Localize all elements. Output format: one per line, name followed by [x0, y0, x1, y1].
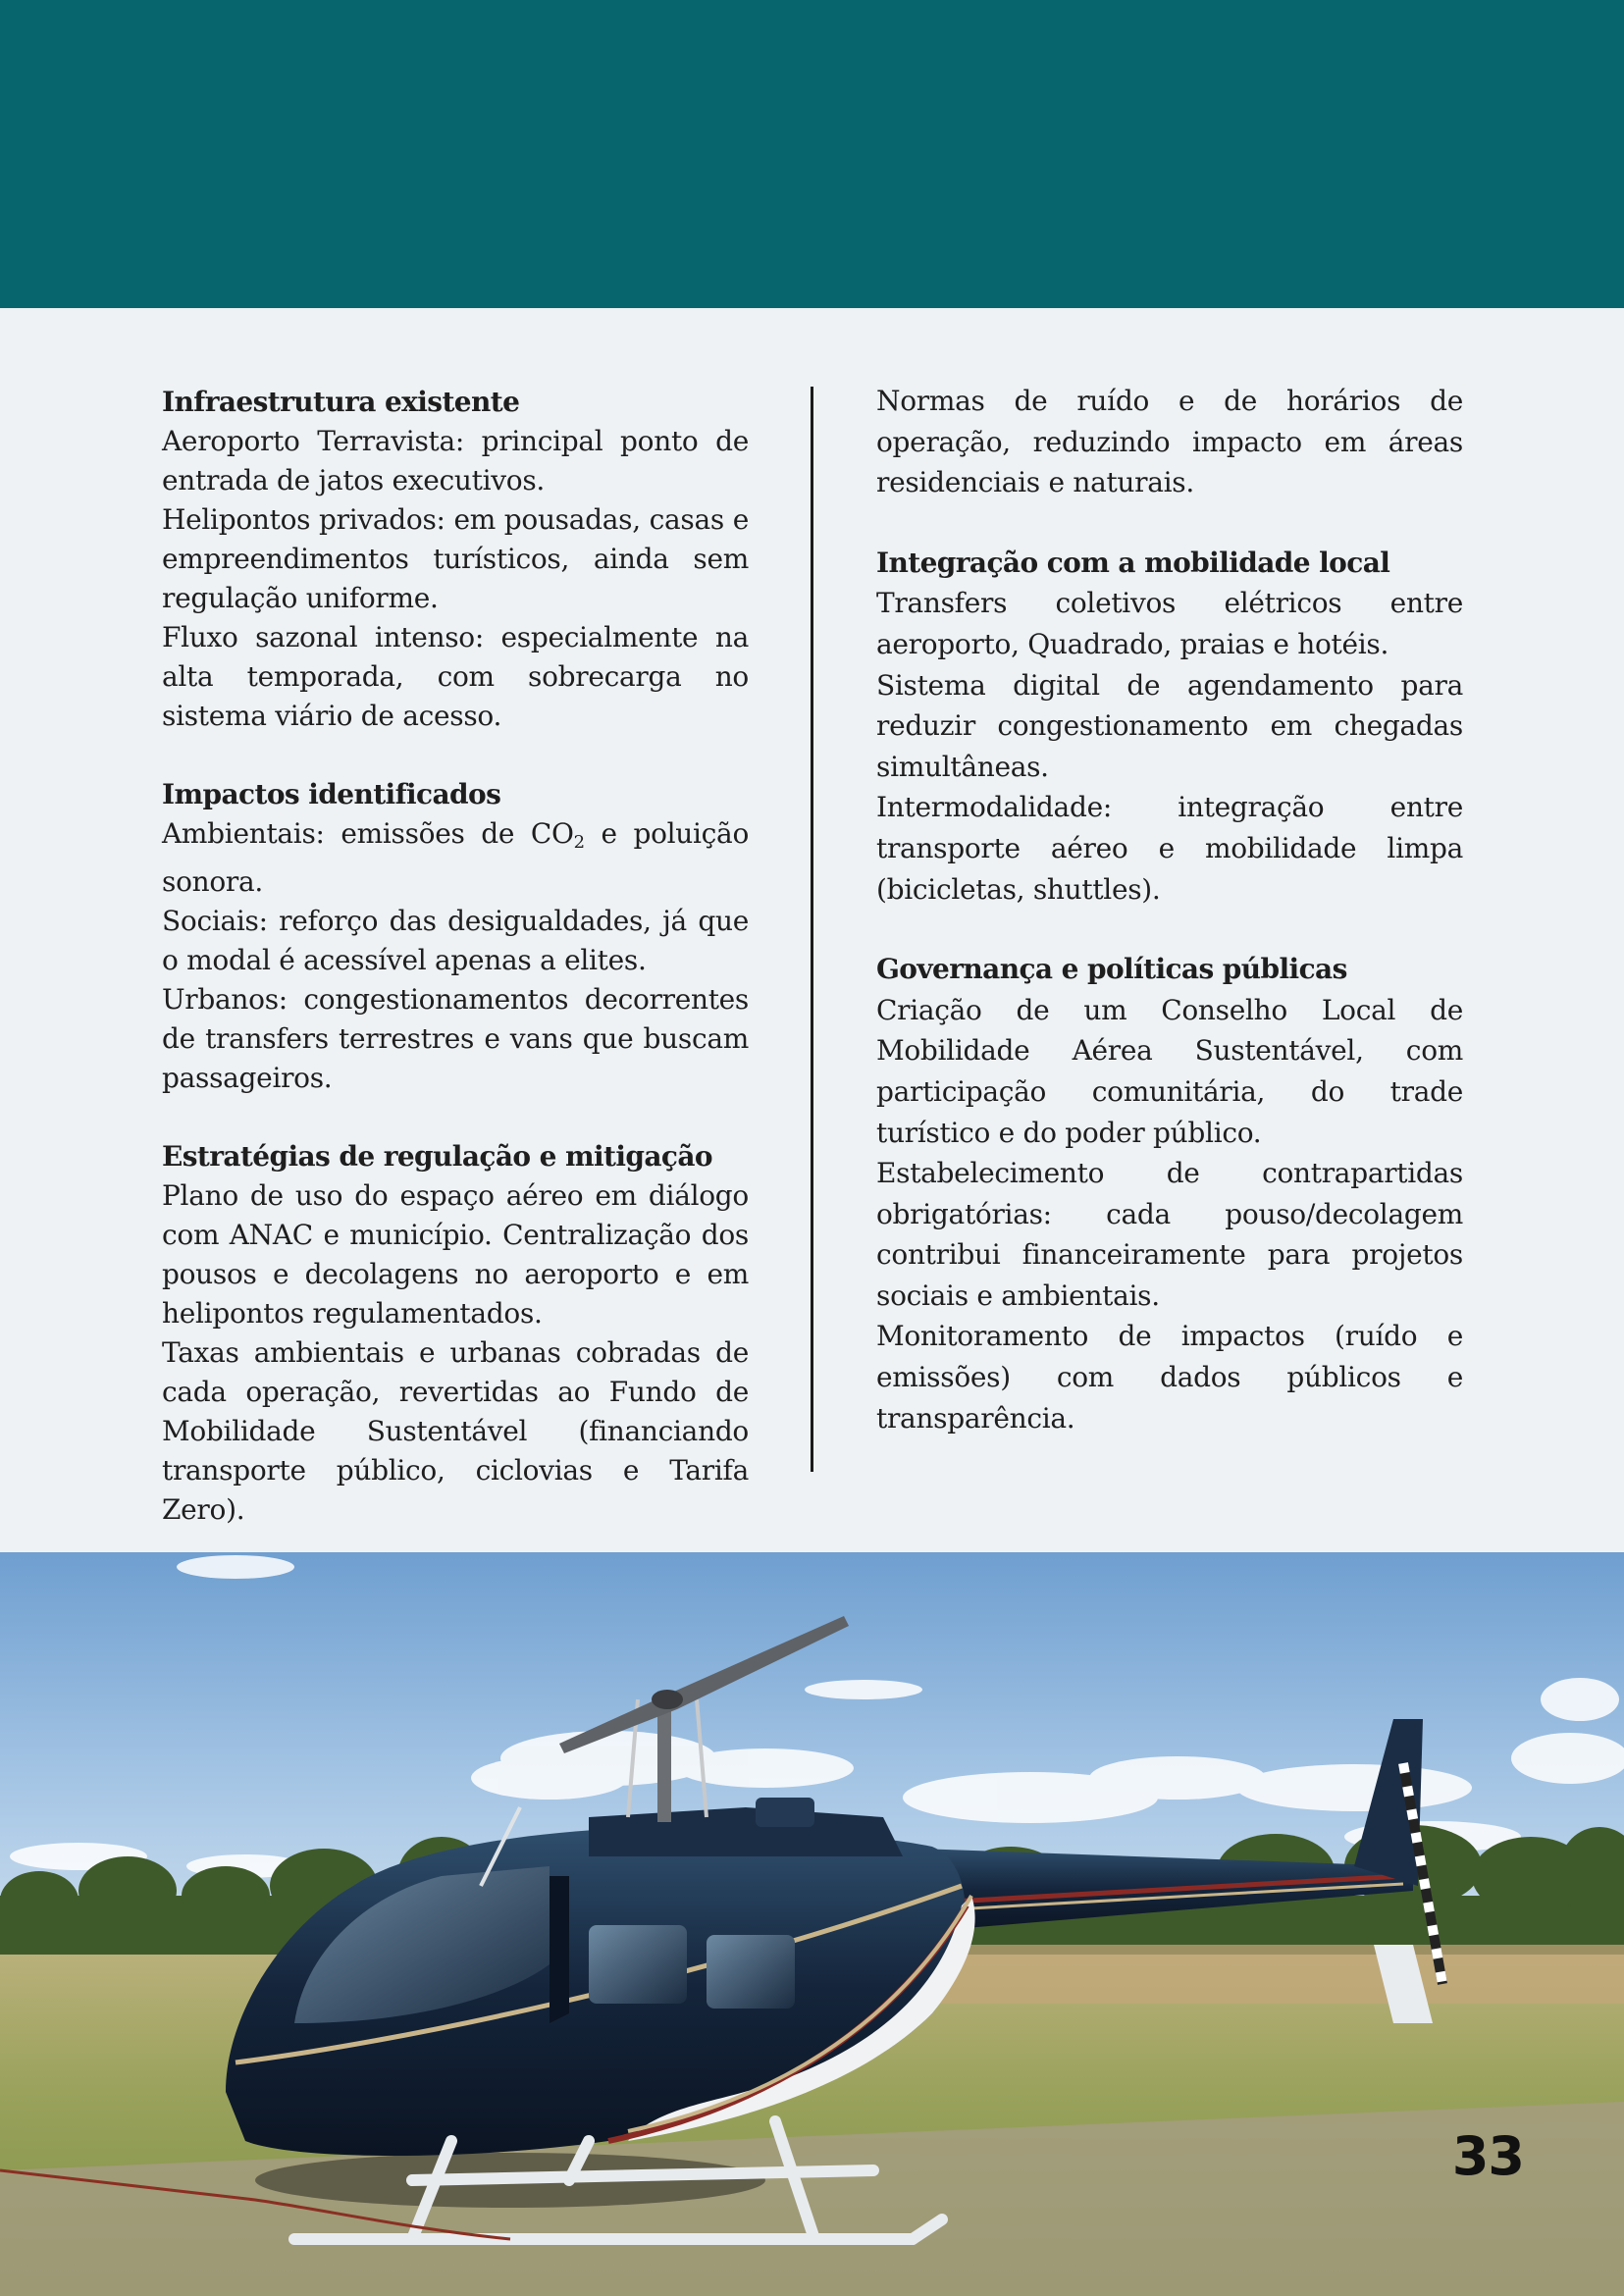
side-window — [589, 1925, 687, 2004]
section-impactos — [162, 775, 749, 1098]
paragraph: Fluxo sazonal intenso: especialmente na alta temporada, com sobrecarga no sistema viário de acesso. — [162, 621, 749, 732]
paragraph: Estabelecimento de contrapartidas obrigatórias: cada pouso/decolagem contribui financeiramente para projetos sociais e ambientais. — [876, 1157, 1463, 1312]
co2-subscript: 2 — [573, 832, 585, 853]
section-title: Infraestrutura existente — [162, 386, 520, 418]
right-column — [876, 381, 1463, 1478]
section-title: Integração com a mobilidade local — [876, 546, 1390, 579]
header-band — [0, 0, 1624, 308]
paragraph: Criação de um Conselho Local de Mobilidade Aérea Sustentável, com participação comunitária, do trade turístico e do poder público. — [876, 993, 1463, 1149]
paragraph: Plano de uso do espaço aéreo em diálogo com ANAC e município. Centralização dos pousos e decolagens no aeroporto e em helipontos regulamentados. — [162, 1179, 749, 1330]
paragraph: Normas de ruído e de horários de operação, reduzindo impacto em áreas residenciais e naturais. — [876, 385, 1463, 499]
section-title: Governança e políticas públicas — [876, 953, 1347, 986]
paragraph: Urbanos: congestionamentos decorrentes de transfers terrestres e vans que buscam passageiros. — [162, 983, 749, 1094]
paragraph-co2 — [162, 814, 749, 902]
paragraph: Sistema digital de agendamento para reduzir congestionamento em chegadas simultâneas. — [876, 668, 1463, 783]
rotor-mast — [657, 1699, 671, 1822]
section-estrategias — [162, 1137, 749, 1530]
paragraph: Helipontos privados: em pousadas, casas e empreendimentos turísticos, ainda sem regulação uniforme. — [162, 503, 749, 614]
paragraph: Transfers coletivos elétricos entre aeroporto, Quadrado, praias e hotéis. — [876, 587, 1463, 660]
section-normas — [876, 381, 1463, 503]
section-integracao — [876, 543, 1463, 910]
column-divider — [811, 387, 813, 1472]
section-title: Estratégias de regulação e mitigação — [162, 1140, 712, 1173]
section-governanca — [876, 949, 1463, 1438]
paragraph: Monitoramento de impactos (ruído e emissões) com dados públicos e transparência. — [876, 1320, 1463, 1435]
co2-text-after: e poluição sonora. — [162, 817, 749, 898]
helicopter-photo — [0, 1552, 1624, 2296]
dry-grass — [932, 1945, 1624, 2004]
section-infraestrutura — [162, 383, 749, 736]
co2-text-before: Ambientais: emissões de CO — [162, 817, 574, 850]
section-title: Impactos identificados — [162, 778, 501, 810]
helicopter-illustration — [0, 1552, 1624, 2296]
paragraph: Intermodalidade: integração entre transporte aéreo e mobilidade limpa (bicicletas, shuttles). — [876, 791, 1463, 906]
left-column — [162, 383, 749, 1569]
paragraph: Sociais: reforço das desigualdades, já que o modal é acessível apenas a elites. — [162, 905, 749, 976]
page-number: 33 — [1451, 2125, 1524, 2187]
paragraph: Taxas ambientais e urbanas cobradas de cada operação, revertidas ao Fundo de Mobilidade Sustentável (financiando transporte público, ciclovias e Tarifa Zero). — [162, 1336, 749, 1526]
paragraph: Aeroporto Terravista: principal ponto de entrada de jatos executivos. — [162, 425, 749, 496]
